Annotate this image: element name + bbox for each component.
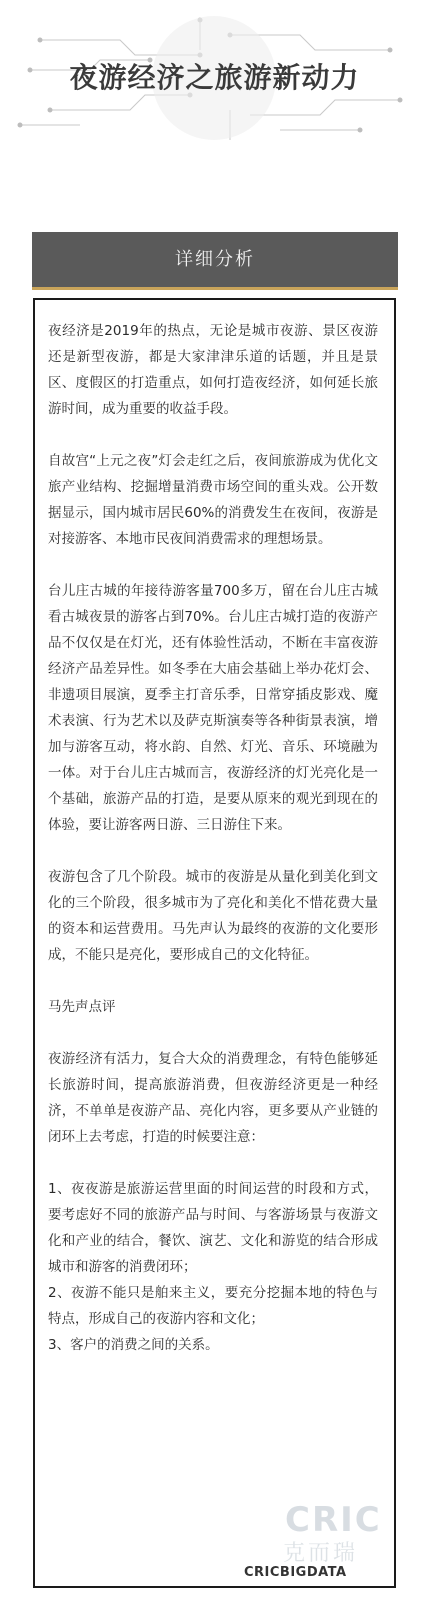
section-title: 详细分析	[175, 249, 255, 270]
article-body	[48, 318, 378, 1358]
header-banner	[0, 0, 429, 160]
section-header	[32, 232, 398, 290]
page-title: 夜游经济之旅游新动力	[69, 61, 360, 94]
paragraph: 台儿庄古城的年接待游客量700多万，留在台儿庄古城看古城夜景的游客占到70%。台儿庄古城打造的夜游产品不仅仅是在灯光，还有体验性活动，不断在丰富夜游经济产品差异性。如冬季在大庙会基础上举办花灯会、非遗项目展演，夏季主打音乐季，日常穿插皮影戏、魔术表演、行为艺术以及萨克斯演奏等各种街景表演，增加与游客互动，将水韵、自然、灯光、音乐、环境融为一体。对于台儿庄古城而言，夜游经济的灯光亮化是一个基础，旅游产品的打造，是要从原来的观光到现在的体验，要让游客两日游、三日游住下来。	[48, 583, 378, 833]
paragraph: 夜游包含了几个阶段。城市的夜游是从量化到美化到文化的三个阶段，很多城市为了亮化和美化不惜花费大量的资本和运营费用。马先声认为最终的夜游的文化要形成，不能只是亮化，要形成自己的文化特征。	[48, 869, 378, 963]
watermark-logo: CRIC	[285, 1500, 382, 1540]
paragraph: 夜经济是2019年的热点，无论是城市夜游、景区夜游还是新型夜游，都是大家津津乐道的话题，并且是景区、度假区的打造重点，如何打造夜经济，如何延长旅游时间，成为重要的收益手段。	[48, 323, 378, 417]
subheading: 马先声点评	[48, 999, 116, 1015]
list-item: 2、夜游不能只是舶来主义，要充分挖掘本地的特色与特点，形成自己的夜游内容和文化；	[48, 1285, 378, 1327]
list-item: 3、客户的消费之间的关系。	[48, 1337, 219, 1353]
paragraph: 自故宫“上元之夜”灯会走红之后，夜间旅游成为优化文旅产业结构、挖掘增量消费市场空间的重头戏。公开数据显示，国内城市居民60%的消费发生在夜间，夜游是对接游客、本地市民夜间消费需求的理想场景。	[48, 453, 378, 547]
brand-label: CRICBIGDATA	[244, 1565, 347, 1580]
list-item: 1、夜夜游是旅游运营里面的时间运营的时段和方式，要考虑好不同的旅游产品与时间、与客游场景与夜游文化和产业的结合，餐饮、演艺、文化和游览的结合形成城市和游客的消费闭环；	[48, 1181, 378, 1275]
paragraph: 夜游经济有活力，复合大众的消费理念，有特色能够延长旅游时间，提高旅游消费，但夜游经济更是一种经济，不单单是夜游产品、亮化内容，更多要从产业链的闭环上去考虑，打造的时候要注意：	[48, 1051, 378, 1145]
watermark-subtext: 克而瑞	[283, 1541, 359, 1566]
